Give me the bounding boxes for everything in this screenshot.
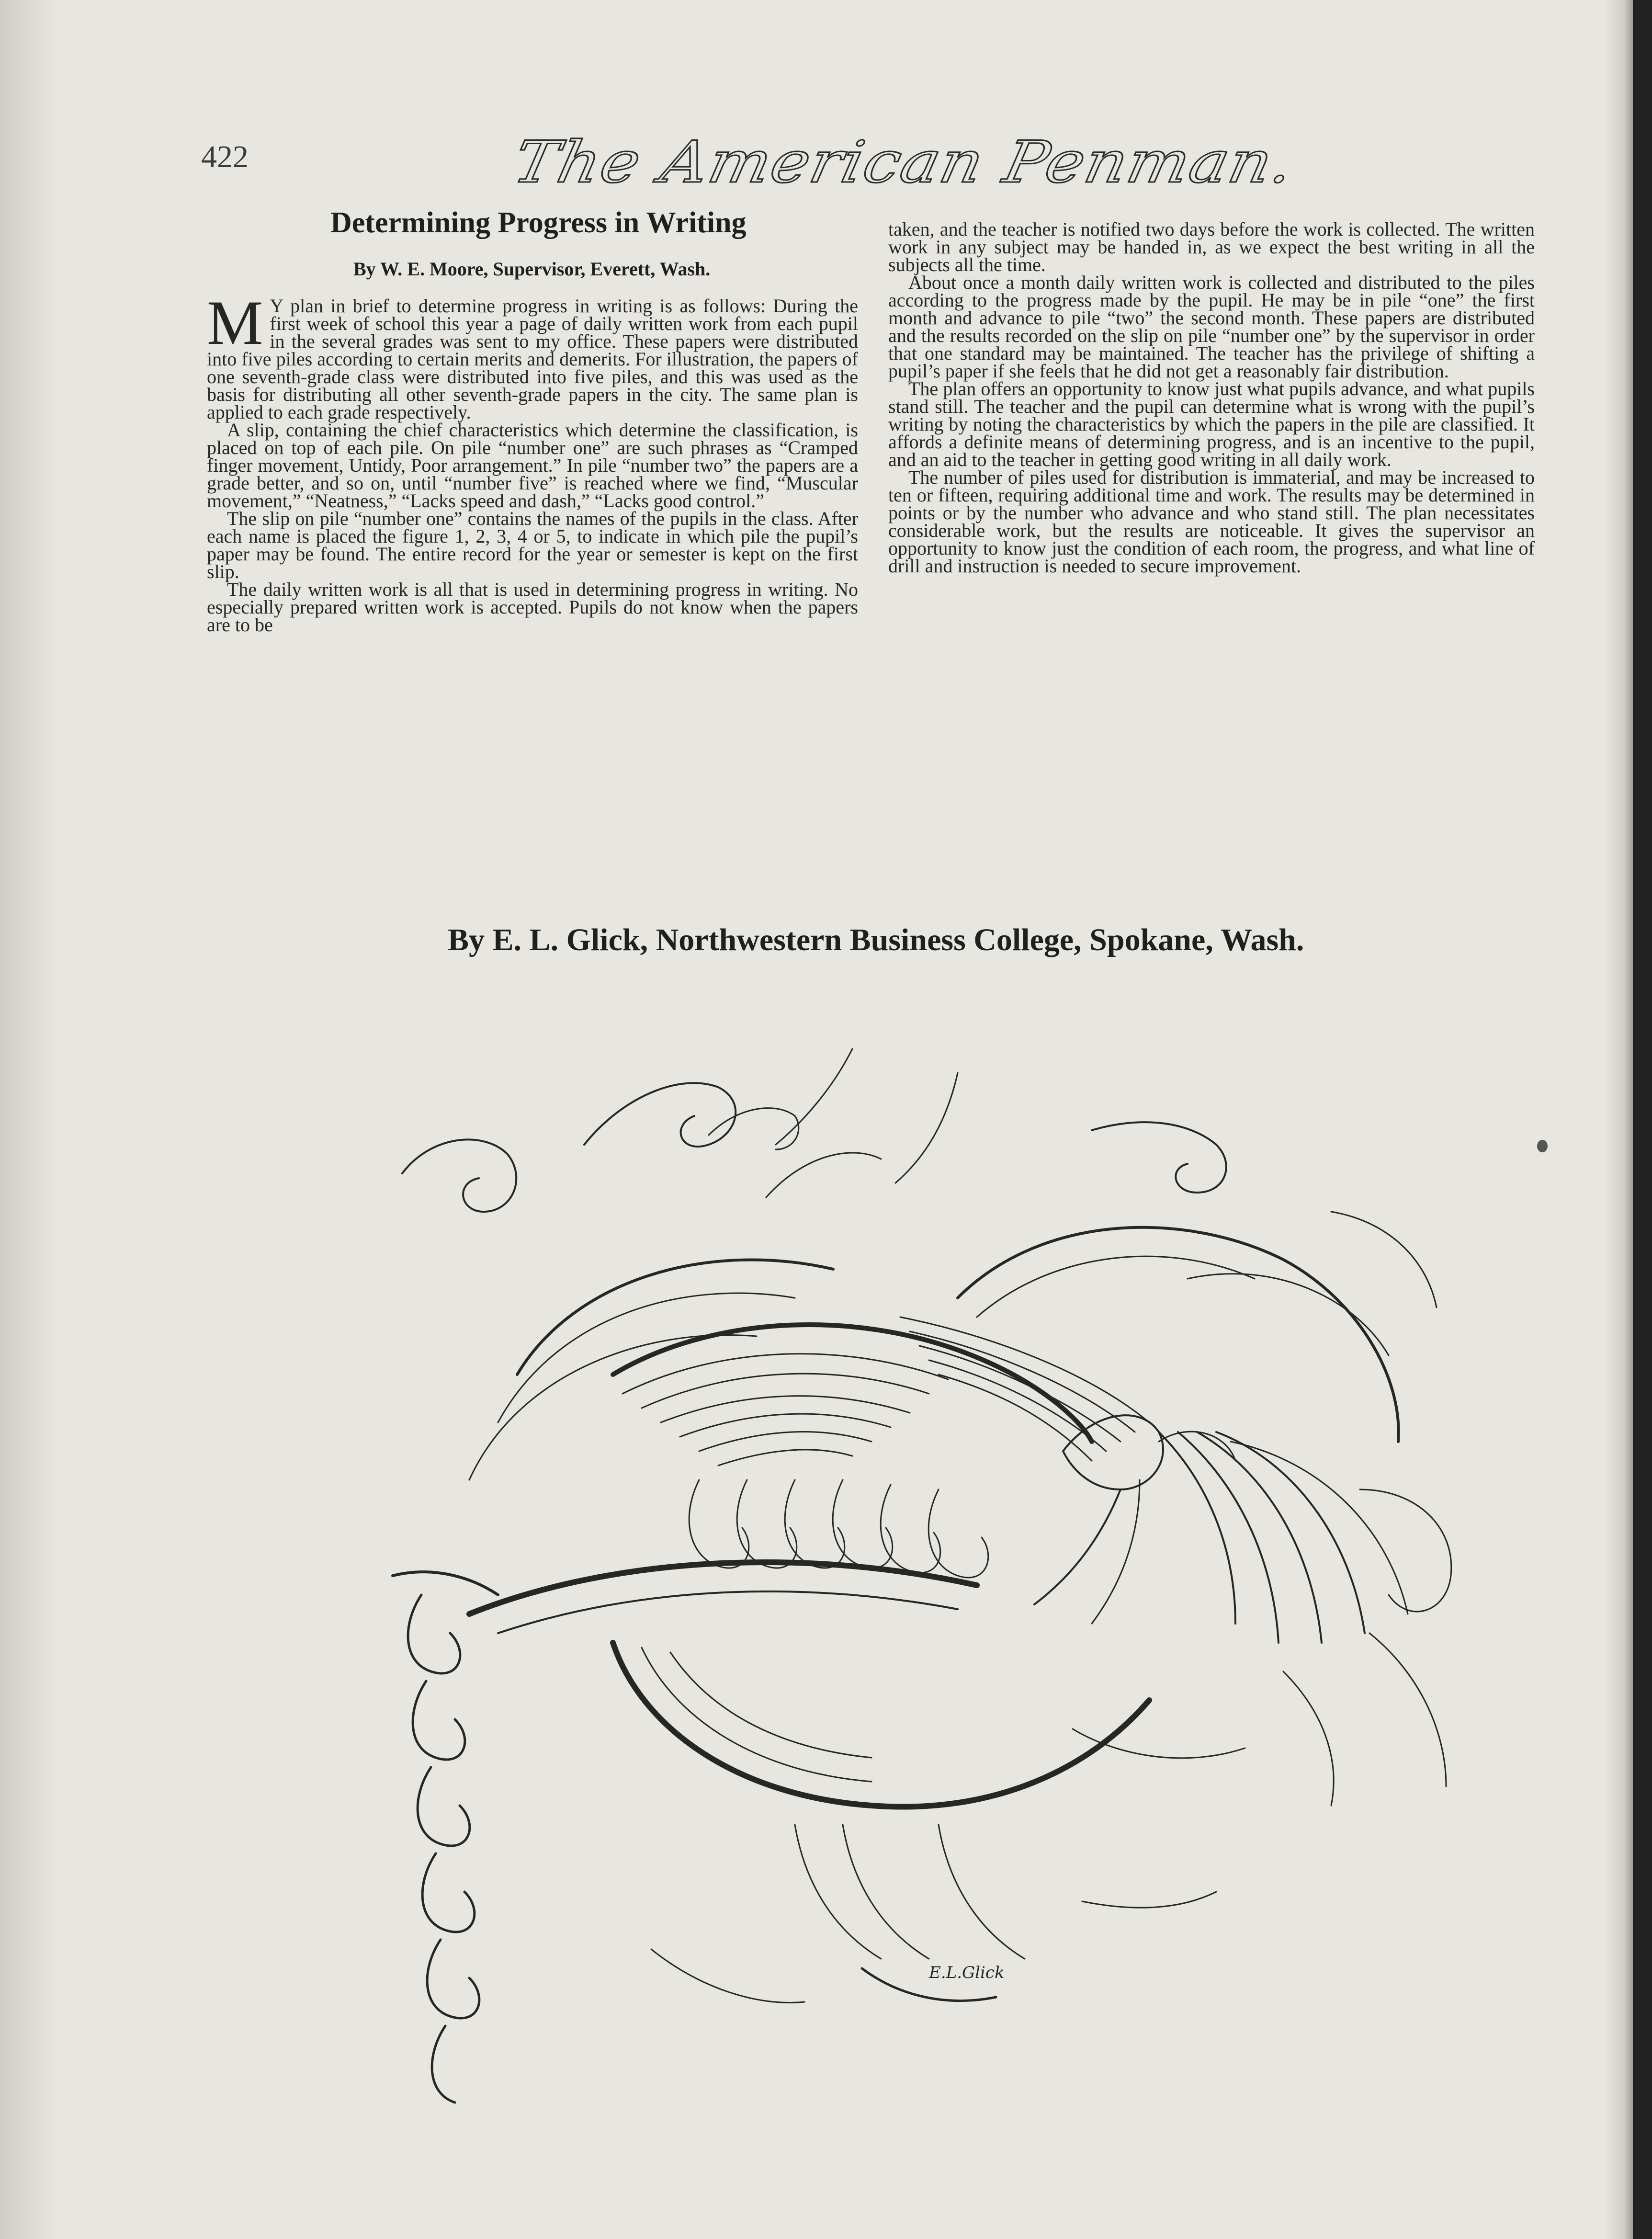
page-number: 422: [201, 139, 249, 174]
paragraph: About once a month daily written work is collected and distributed to the piles according to the progress made by the pupil. He may be in pile “one” the first month and advance to pile “two” the second month. These papers are distributed and the results recorded on the slip on pile “number one” by the supervisor in order that one standard may be maintained. The teacher has the privilege of shifting a pupil’s paper if she feels that he did not get a reasonably fair distribution.: [888, 272, 1535, 382]
bird-flourish-illustration: [373, 1011, 1504, 2150]
paragraph: M Y plan in brief to determine progress in writing is as follows: During the first week of school this year a page of daily written work from each pupil in the several grades was sent to my office. These papers were distributed into five piles according to certain merits and demerits. For illustration, the papers of one seventh-grade class were distributed into five piles, and this was used as the basis for distributing all other seventh-grade papers in the city. The same plan is applied to each grade respectively.: [207, 287, 858, 423]
right-column: [888, 220, 1535, 575]
paragraph: The daily written work is all that is used in determining progress in writing. No especially prepared written work is accepted. Pupils do not know when the papers are to be: [207, 579, 858, 636]
paragraph: A slip, containing the chief characteristics which determine the classification, is placed on top of each pile. On pile “number one” are such phrases as “Cramped finger movement, Untidy, Poor arrangement.” In pile “number two” the papers are a grade better, and so on, until “number five” is reached where we find, “Muscular movement,” “Neatness,” “Lacks speed and dash,” “Lacks good control.”: [207, 419, 858, 511]
paragraph: The number of piles used for distribution is immaterial, and may be increased to ten or fifteen, requiring additional time and work. The results may be determined in points or by the number who advance and who stand still. The plan necessitates considerable work, but the results are noticeable. It gives the supervisor an opportunity to know just the condition of each room, the progress, and what line of drill and instruction is needed to secure improvement.: [888, 466, 1535, 577]
scan-border: [1633, 0, 1652, 2239]
paragraph: The plan offers an opportunity to know just what pupils advance, and what pupils stand still. The teacher and the pupil can determine what is wrong with the pupil’s writing by noting the characteristics by which the papers in the pile are classified. It affords a definite means of determining progress, and is an incentive to the pupil, and an aid to the teacher in getting good writing in all daily work.: [888, 378, 1535, 470]
artist-signature: E.L.Glick: [929, 1963, 1005, 1982]
masthead: [508, 129, 1301, 201]
page-edge-shadow: [1604, 0, 1633, 2239]
paragraph: The slip on pile “number one” contains the names of the pupils in the class. After each name is placed the figure 1, 2, 3, 4 or 5, to indicate in which pile the pupil’s paper may be found. The entire record for the year or semester is kept on the first slip.: [207, 508, 858, 582]
left-column: [207, 287, 858, 636]
paragraph: taken, and the teacher is notified two days before the work is collected. The written work in any subject may be handed in, as we expect the best writing in all the subjects all the time.: [888, 218, 1535, 275]
binding-shadow: [0, 0, 57, 2239]
article-title: Determining Progress in Writing: [330, 206, 747, 239]
flourish-byline: By E. L. Glick, Northwestern Business College, Spokane, Wash.: [448, 922, 1304, 957]
article-byline: By W. E. Moore, Supervisor, Everett, Wash.: [353, 258, 711, 280]
ink-spot: [1537, 1140, 1548, 1152]
drop-cap: M: [207, 287, 263, 358]
masthead-title: The American Penman.: [508, 129, 1301, 196]
